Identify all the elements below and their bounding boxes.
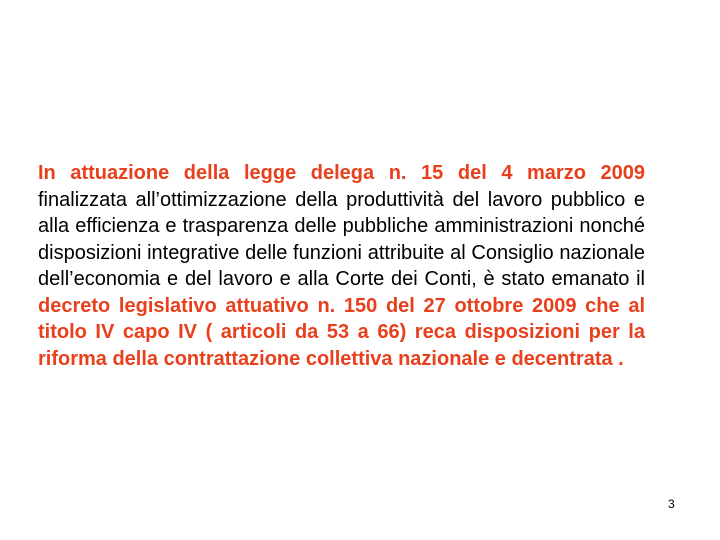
plain-text: finalizzata all’ottimizzazione della produttività del lavoro pubblico e alla efficienza e trasparenza delle pubbliche amministrazioni nonché disposizioni integrative delle funzioni attribuite al Consiglio nazionale dell’economia e del lavoro e alla Corte dei Conti, è stato emanato il: [38, 188, 645, 290]
highlighted-text-decree-reference: decreto legislativo attuativo n. 150 del 27 ottobre 2009 che al titolo IV capo IV ( articoli da 53 a 66) reca disposizioni per la riforma della contrattazione collettiva nazionale e decentrata .: [38, 294, 645, 370]
body-paragraph: [38, 160, 645, 372]
highlighted-text-law-reference: In attuazione della legge delega n. 15 del 4 marzo 2009: [38, 162, 645, 184]
page-number: 3: [668, 497, 675, 511]
